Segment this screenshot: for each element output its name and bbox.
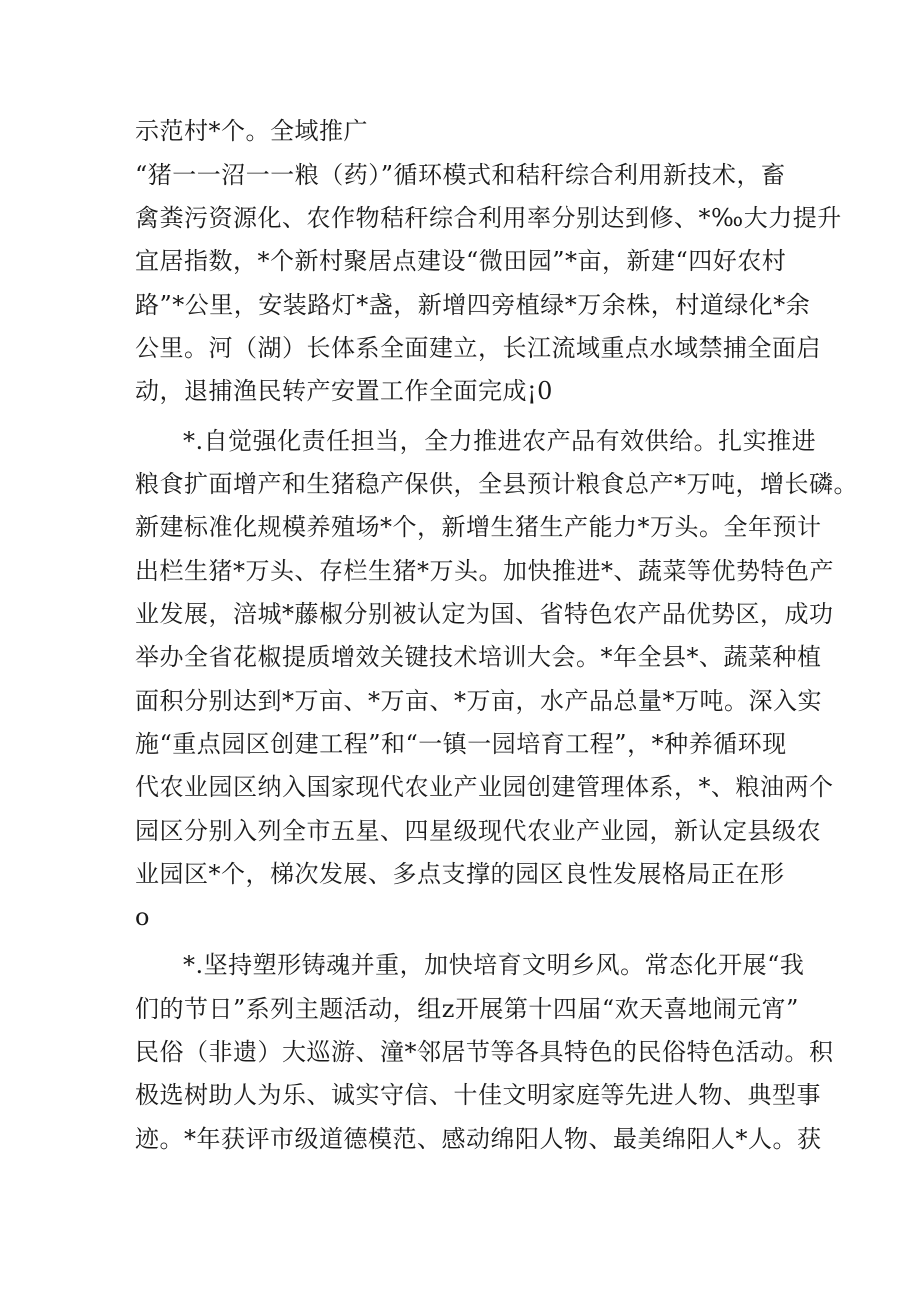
text-line: 们的节日”系列主题活动，组z开展第十四届“欢天喜地闹元宵” — [135, 995, 799, 1023]
text-line: 民俗（非遗）大巡游、潼*邻居节等各具特色的民俗特色活动。积 — [135, 1038, 834, 1066]
text-line: 禽粪污资源化、农作物秸秆综合利用率分别达到修、*‰大力提升 — [135, 204, 842, 232]
text-line: 极选树助人为乐、诚实守信、十佳文明家庭等先进人物、典型事 — [135, 1081, 821, 1109]
text-line: 施“重点园区创建工程”和“一镇一园培育工程”，*种养循环现 — [135, 730, 787, 758]
text-line: o — [135, 903, 150, 931]
text-line: 业发展，涪城*藤椒分别被认定为国、省特色农产品优势区，成功 — [135, 600, 834, 628]
text-line: 宜居指数，*个新村聚居点建设“微田园”*亩，新建“四好农村 — [135, 247, 787, 275]
text-line: 面积分别达到*万亩、*万亩、*万亩，水产品总量*万吨。深入实 — [135, 687, 822, 715]
text-line: 举办全省花椒提质增效关键技术培训大会。*年全县*、蔬菜种植 — [135, 643, 822, 671]
text-line: 出栏生猪*万头、存栏生猪*万头。加快推进*、蔬菜等优势特色产 — [135, 557, 834, 585]
paragraph-heading-line: *.坚持塑形铸魂并重，加快培育文明乡风。常态化开展“我 — [183, 951, 805, 979]
text-line: 动，退捕渔民转产安置工作全面完成¡0 — [135, 377, 553, 405]
text-line: 代农业园区纳入国家现代农业产业园创建管理体系，*、粮油两个 — [135, 773, 834, 801]
text-line: 路”*公里，安装路灯*盏，新增四旁植绿*万余株，村道绿化*余 — [135, 291, 811, 319]
text-line: “猪一一沼一一粮（药）”循环模式和秸秆综合利用新技术，畜 — [135, 161, 786, 189]
text-line: 园区分别入列全市五星、四星级现代农业产业园，新认定县级农 — [135, 817, 821, 845]
text-line: 示范村*个。全域推广 — [135, 117, 368, 145]
text-line: 粮食扩面增产和生猪稳产保供，全县预计粮食总产*万吨，增长磷。 — [135, 470, 858, 498]
text-line: 公里。河（湖）长体系全面建立，长江流域重点水域禁捕全面启 — [135, 334, 821, 362]
text-line: 业园区*个，梯次发展、多点支撑的园区良性发展格局正在形 — [135, 860, 785, 888]
paragraph-heading-line: *.自觉强化责任担当，全力推进农产品有效供给。扎实推进 — [183, 427, 817, 455]
text-line: 迹。*年获评市级道德模范、感动绵阳人物、最美绵阳人*人。获 — [135, 1125, 822, 1153]
text-line: 新建标准化规模养殖场*个，新增生猪生产能力*万头。全年预计 — [135, 513, 822, 541]
